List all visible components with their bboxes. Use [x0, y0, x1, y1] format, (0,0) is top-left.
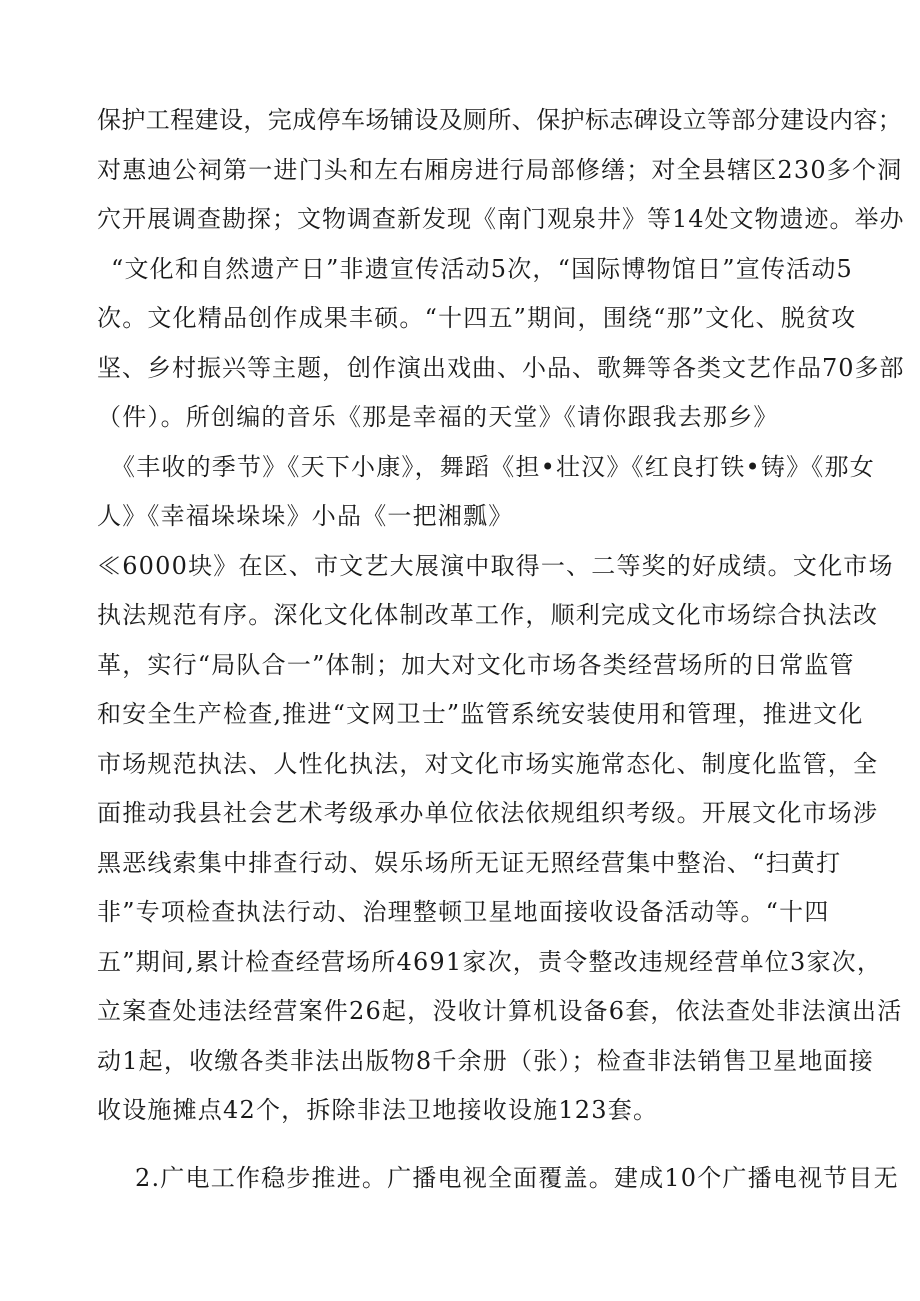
text-line: 动1起，收缴各类非法出版物8千余册（张）；检查非法销售卫星地面接 — [97, 1046, 874, 1075]
text-line: 穴开展调查勘探；文物调查新发现《南门观泉井》等14处文物遗迹。举办 — [97, 205, 905, 233]
text-line: 《丰收的季节》《天下小康》，舞蹈《担•壮汉》《红良打铁•铸》《那女 — [111, 452, 875, 481]
text-line: 革，实行“局队合一”体制；加大对文化市场各类经营场所的日常监管 — [97, 650, 855, 679]
section-heading-line: 2.广电工作稳步推进。广播电视全面覆盖。建成10个广播电视节目无 — [135, 1163, 899, 1192]
text-line: 市场规范执法、人性化执法，对文化市场实施常态化、制度化监管，全 — [97, 749, 879, 778]
text-line: （件）。所创编的音乐《那是幸福的天堂》《请你跟我去那乡》 — [97, 403, 779, 431]
text-line: 坚、乡村振兴等主题，创作演出戏曲、小品、歌舞等各类文艺作品70多部 — [97, 353, 905, 382]
body-text — [97, 96, 905, 1203]
text-line: 黑恶线索集中排查行动、娱乐场所无证无照经营集中整治、“扫黄打 — [97, 848, 842, 877]
text-line: ≪6000块》在区、市文艺大展演中取得一、二等奖的好成绩。文化市场 — [97, 551, 894, 580]
text-line: 面推动我县社会艺术考级承办单位依法依规组织考级。开展文化市场涉 — [97, 799, 879, 827]
text-line: “文化和自然遗产日”非遗宣传活动5次，“国际博物馆日”宣传活动5 — [111, 254, 854, 283]
text-line: 立案查处违法经营案件26起，没收计算机设备6套，依法查处非法演出活 — [97, 997, 903, 1025]
text-line: 人》《幸福垛垛垛》小品《一把湘瓢》 — [97, 502, 514, 530]
text-line: 和安全生产检查,推进“文网卫士”监管系统安装使用和管理，推进文化 — [97, 700, 864, 728]
text-line: 保护工程建设，完成停车场铺设及厕所、保护标志碑设立等部分建设内容； — [97, 106, 903, 134]
text-line: 收设施摊点42个，拆除非法卫地接收设施123套。 — [97, 1096, 659, 1124]
text-line: 执法规范有序。深化文化体制改革工作，顺利完成文化市场综合执法改 — [97, 601, 879, 629]
text-line: 五”期间,累计检查经营场所4691家次，责令整改违规经营单位3家次， — [97, 947, 883, 976]
text-line: 非”专项检查执法行动、治理整顿卫星地面接收设备活动等。“十四 — [97, 898, 830, 926]
text-line: 对惠迪公祠第一进门头和左右厢房进行局部修缮；对全县辖区230多个洞 — [97, 155, 903, 184]
text-line: 次。文化精品创作成果丰硕。“十四五”期间，围绕“那”文化、脱贫攻 — [97, 304, 857, 332]
